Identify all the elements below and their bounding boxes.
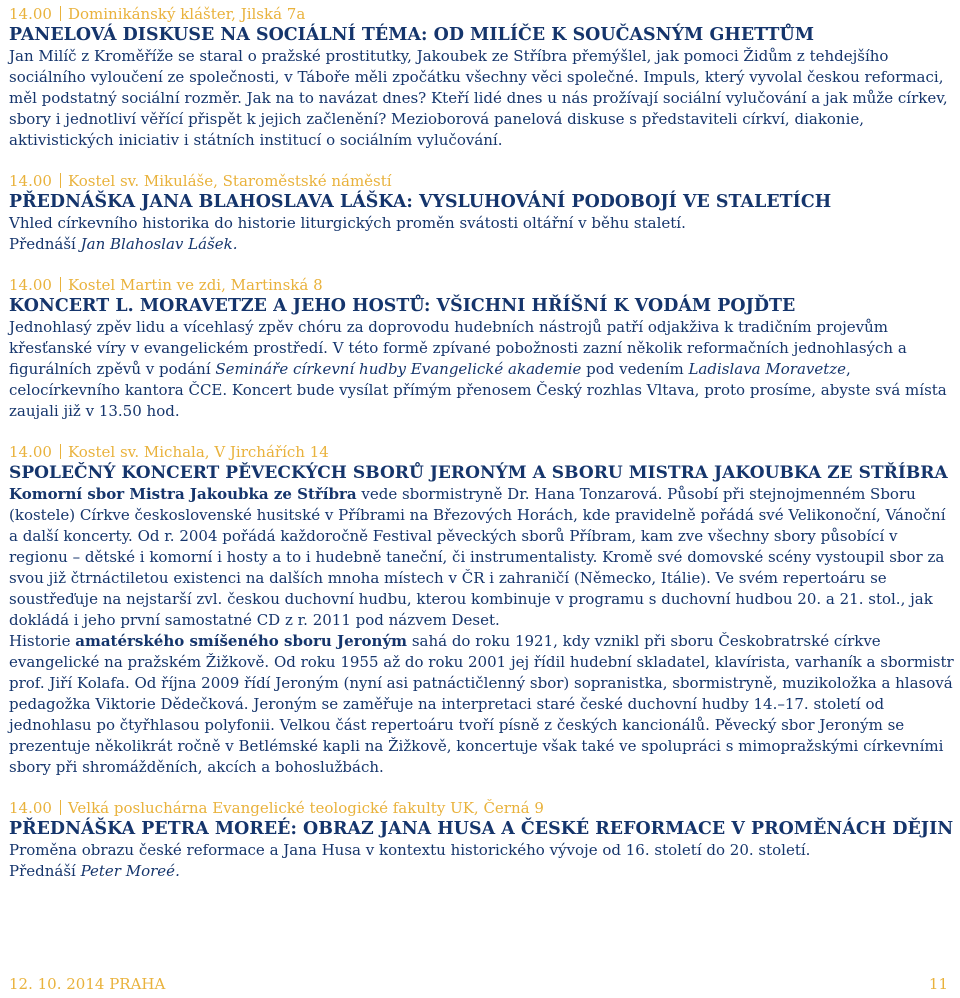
event-venue: Kostel sv. Mikuláše, Staroměstské náměstí: [67, 172, 392, 190]
conductor-name: Ladislava Moravetze: [688, 360, 847, 378]
event-description: [9, 484, 954, 631]
description-text: , celocírkevního kantora ČCE. Koncert bude vysílat přímým přenosem Český rozhlas Vltava, proto prosíme, abyste svá místa zaujali již v 13.50 hod.: [9, 360, 947, 420]
event-time: 14.00: [9, 5, 52, 23]
event-description: Proměna obrazu české reformace a Jana Husa v kontextu historického vývoje od 16. století do 20. století.: [9, 841, 811, 859]
event-header: [9, 171, 954, 191]
page-number: 11: [928, 975, 948, 993]
description-text: pod vedením: [581, 360, 689, 378]
event-description: Jan Milíč z Kroměříže se staral o pražské prostitutky, Jakoubek ze Stříbra přemýšlel, jak pomoci Židům z tehdejšího sociálního vyloučení ze společnosti, v Táboře měli zpočátku všechny věci společné. Impuls, který vyvolal českou reformaci, měl podstatný sociální rozměr. Jak na to navázat dnes? Kteří lidé dnes u nás prožívají sociální vylučování a jak může církev, sbory i jednotliví věřící přispět k jejich začlenění? Mezioborová panelová diskuse s představiteli církví, diakonie, aktivistických iniciativ i státních institucí o sociálním vylučování.: [9, 47, 948, 149]
event-speaker-line: [9, 234, 954, 255]
event-title: KONCERT L. MORAVETZE A JEHO HOSTŮ: VŠICHNI HŘÍŠNÍ K VODÁM POJĎTE: [9, 296, 796, 316]
event-description: [9, 631, 954, 778]
event-title: SPOLEČNÝ KONCERT PĚVECKÝCH SBORŮ JERONÝM A SBORU MISTRA JAKOUBKA ZE STŘÍBRA: [9, 463, 948, 483]
event-venue: Kostel Martin ve zdi, Martinská 8: [67, 276, 323, 294]
separator: [60, 6, 61, 21]
choir-name: Komorní sbor Mistra Jakoubka ze Stříbra: [9, 485, 357, 503]
event-description: [9, 317, 954, 422]
event-title: PŘEDNÁŠKA JANA BLAHOSLAVA LÁŠKA: VYSLUHOVÁNÍ PODOBOJÍ VE STALETÍCH: [9, 192, 832, 212]
event-venue: Dominikánský klášter, Jilská 7a: [67, 5, 306, 23]
event-time: 14.00: [9, 443, 52, 461]
ensemble-name: Semináře církevní hudby Evangelické akademie: [215, 360, 582, 378]
event-header: [9, 4, 954, 24]
separator: [60, 800, 61, 815]
event-lecture-lasek: [9, 171, 954, 255]
event-speaker-line: [9, 861, 954, 882]
speaker-name: Jan Blahoslav Lášek.: [80, 235, 238, 253]
event-time: 14.00: [9, 172, 52, 190]
event-description: Vhled církevního historika do historie liturgických proměn svátosti oltářní v běhu staletí.: [9, 214, 686, 232]
speaker-prefix: Přednáší: [9, 862, 81, 880]
event-title: PŘEDNÁŠKA PETRA MOREÉ: OBRAZ JANA HUSA A ČESKÉ REFORMACE V PROMĚNÁCH DĚJIN: [9, 819, 954, 839]
description-text: sahá do roku 1921, kdy vznikl při sboru Českobratrské církve evangelické na pražském Žižkově. Od roku 1955 až do roku 2001 jej řídil hudební skladatel, klavírista, varhaník a sbormistr prof. Jiří Kolafa. Od října 2009 řídí Jeroným (nyní asi patnáctičlenný sbor) sopranistka, sbormistryně, muzikoložka a hlasová pedagožka Viktorie Dědečková. Jeroným se zaměřuje na interpretaci staré české duchovní hudby 14.–17. století od jednohlasu po čtyřhlasou polyfonii. Velkou část repertoáru tvoří písně z českých kancionálů. Pěvecký sbor Jeroným se prezentuje několikrát ročně v Betlémské kapli na Žižkově, koncertuje však také ve spolupráci s mimopražskými církevními sbory při shromážděních, akcích a bohoslužbách.: [9, 632, 954, 776]
separator: [60, 444, 61, 459]
event-header: [9, 275, 954, 295]
event-header: [9, 442, 954, 462]
separator: [60, 277, 61, 292]
footer-date: 12. 10. 2014 PRAHA: [9, 975, 166, 993]
event-concert-moravetz: [9, 275, 954, 422]
event-lecture-moree: [9, 798, 954, 882]
event-joint-concert: [9, 442, 954, 778]
event-title: PANELOVÁ DISKUSE NA SOCIÁLNÍ TÉMA: OD MILÍČE K SOUČASNÝM GHETTŮM: [9, 25, 815, 45]
event-time: 14.00: [9, 276, 52, 294]
speaker-name: Peter Moreé.: [80, 862, 180, 880]
description-text: Jednohlasý zpěv lidu a vícehlasý zpěv chóru za doprovodu hudebních nástrojů patří odjakživa k tradičním projevům křesťanské víry v evangelickém prostředí. V této formě zpívané pobožnosti zazní několik reformačních jednohlasých a figurálních zpěvů v podání: [9, 318, 907, 378]
speaker-prefix: Přednáší: [9, 235, 81, 253]
event-venue: Velká posluchárna Evangelické teologické fakulty UK, Černá 9: [67, 799, 544, 817]
event-time: 14.00: [9, 799, 52, 817]
choir-name: amatérského smíšeného sboru Jeroným: [75, 632, 408, 650]
description-text: vede sbormistryně Dr. Hana Tonzarová. Působí při stejnojmenném Sboru (kostele) Církve československé husitské v Příbrami na Březových Horách, kde pravidelně pořádá své Velikonoční, Vánoční a další koncerty. Od r. 2004 pořádá každoročně Festival pěveckých sborů Příbram, kam zve všechny sbory působící v regionu – dětské i komorní i hosty a to i hudebně taneční, či instrumentalisty. Kromě své domovské scény vystoupil sbor za svou již čtrnáctiletou existenci na dalších mnoha místech v ČR i zahraničí (Německo, Itálie). Ve svém repertoáru se soustřeďuje na nejstarší zvl. českou duchovní hudbu, kterou kombinuje v programu s duchovní hudbou 20. a 21. stol., jak dokládá i jeho první samostatné CD z r. 2011 pod názvem Deset.: [9, 485, 946, 629]
event-venue: Kostel sv. Michala, V Jirchářích 14: [67, 443, 329, 461]
separator: [60, 173, 61, 188]
description-text: Historie: [9, 632, 76, 650]
event-header: [9, 798, 954, 818]
event-panel-discussion: [9, 4, 954, 151]
